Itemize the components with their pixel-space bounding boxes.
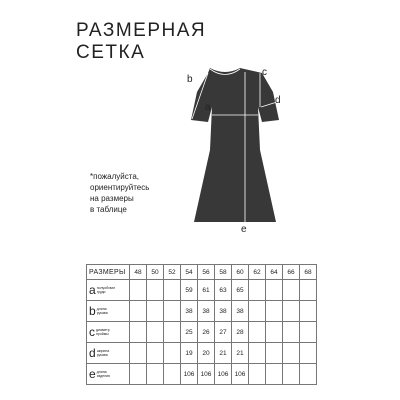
table-cell (300, 301, 317, 322)
table-cell: 38 (232, 301, 249, 322)
row-letter: b (89, 304, 96, 318)
table-row (87, 301, 317, 322)
table-cell (283, 301, 300, 322)
table-cell: 26 (198, 322, 215, 343)
table-cell (130, 343, 147, 364)
row-letter: e (89, 367, 96, 381)
row-description-1: диаметр (96, 328, 110, 332)
row-description (97, 307, 108, 315)
table-cell (249, 343, 266, 364)
table-cell (164, 280, 181, 301)
table-row (87, 322, 317, 343)
row-letter: c (89, 325, 95, 339)
table-row (87, 343, 317, 364)
table-cell: 106 (232, 364, 249, 385)
table-cell (164, 364, 181, 385)
row-description-1: длина (96, 370, 107, 374)
table-cell: 25 (181, 322, 198, 343)
row-description (96, 328, 110, 336)
table-cell (249, 322, 266, 343)
table-cell (130, 301, 147, 322)
table-cell: 38 (198, 301, 215, 322)
row-description-2: проймы (96, 332, 109, 336)
row-description (97, 370, 110, 378)
table-cell (164, 301, 181, 322)
table-cell (249, 364, 266, 385)
table-cell (249, 280, 266, 301)
table-cell: 38 (215, 301, 232, 322)
table-cell (283, 322, 300, 343)
label-b: b (187, 74, 193, 85)
table-cell (130, 364, 147, 385)
table-cell: 21 (215, 343, 232, 364)
table-cell (130, 280, 147, 301)
note-line-4: в таблице (90, 205, 127, 214)
row-description-2: рукава (96, 353, 108, 357)
page-title (76, 20, 206, 64)
table-cell (266, 280, 283, 301)
row-description-1: полуобхват (96, 286, 116, 290)
table-cell (283, 364, 300, 385)
size-header: 66 (283, 265, 300, 280)
table-cell: 20 (198, 343, 215, 364)
table-row (87, 280, 317, 301)
title-line-2: СЕТКА (76, 42, 146, 63)
table-cell: 21 (232, 343, 249, 364)
label-a: a (205, 102, 211, 113)
row-description-2: груди (96, 290, 106, 294)
table-header-row (87, 265, 317, 280)
label-c: c (262, 67, 267, 78)
size-header: 56 (198, 265, 215, 280)
size-header: 48 (130, 265, 147, 280)
table-cell (249, 301, 266, 322)
table-cell: 19 (181, 343, 198, 364)
table-cell (283, 343, 300, 364)
row-label (87, 301, 130, 322)
row-letter: a (89, 283, 96, 297)
table-cell (300, 364, 317, 385)
row-label (87, 280, 130, 301)
table-cell (147, 301, 164, 322)
row-description-1: длина (96, 307, 107, 311)
table-cell: 59 (181, 280, 198, 301)
row-label (87, 364, 130, 385)
label-e: e (241, 224, 247, 235)
table-cell (266, 301, 283, 322)
size-header: 54 (181, 265, 198, 280)
row-description (97, 349, 110, 357)
size-header: 60 (232, 265, 249, 280)
size-header: 52 (164, 265, 181, 280)
table-cell (266, 322, 283, 343)
table-cell (266, 364, 283, 385)
label-d: d (275, 95, 281, 106)
table-cell: 106 (198, 364, 215, 385)
table-row (87, 364, 317, 385)
table-cell (300, 280, 317, 301)
size-header: 68 (300, 265, 317, 280)
table-cell (130, 322, 147, 343)
row-description-1: ширина (96, 349, 110, 353)
size-header: 62 (249, 265, 266, 280)
table-cell: 27 (215, 322, 232, 343)
table-cell: 38 (181, 301, 198, 322)
table-cell (283, 280, 300, 301)
row-label (87, 343, 130, 364)
size-header: 50 (147, 265, 164, 280)
table-cell: 106 (181, 364, 198, 385)
row-description-2: изделия (96, 374, 110, 378)
table-cell (300, 322, 317, 343)
table-cell (147, 343, 164, 364)
row-description (97, 286, 115, 294)
table-cell: 65 (232, 280, 249, 301)
note-line-3: на размеры (90, 194, 134, 203)
table-cell: 28 (232, 322, 249, 343)
row-description-2: рукава (96, 311, 108, 315)
row-letter: d (89, 346, 96, 360)
table-cell (164, 322, 181, 343)
table-cell (164, 343, 181, 364)
row-label (87, 322, 130, 343)
table-cell (147, 280, 164, 301)
dress-silhouette (191, 68, 279, 222)
table-cell: 61 (198, 280, 215, 301)
table-cell (147, 364, 164, 385)
note-line-1: *пожалуйста, (90, 172, 139, 181)
table-cell (266, 343, 283, 364)
table-cell: 106 (215, 364, 232, 385)
table-cell: 63 (215, 280, 232, 301)
title-line-1: РАЗМЕРНАЯ (76, 20, 207, 41)
size-header: 64 (266, 265, 283, 280)
sizes-header: РАЗМЕРЫ (87, 265, 130, 280)
size-header: 58 (215, 265, 232, 280)
table-cell (147, 322, 164, 343)
table-cell (300, 343, 317, 364)
note-line-2: ориентируйтесь (90, 183, 150, 192)
size-table (86, 264, 317, 385)
size-note (90, 171, 180, 215)
